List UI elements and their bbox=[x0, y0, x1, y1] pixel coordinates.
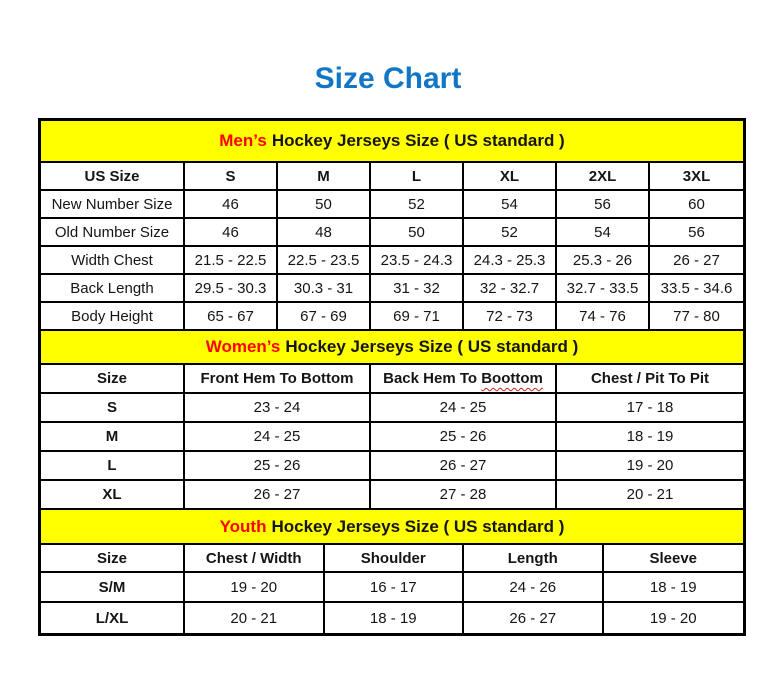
value-cell: 52 bbox=[464, 219, 557, 247]
value-cell: 20 - 21 bbox=[557, 481, 743, 510]
value-cell: 54 bbox=[557, 219, 650, 247]
mens-header-cell: L bbox=[371, 163, 464, 191]
value-cell: 50 bbox=[278, 191, 371, 219]
value-cell: 18 - 19 bbox=[325, 603, 465, 633]
value-cell: 18 - 19 bbox=[557, 423, 743, 452]
row-label: Width Chest bbox=[41, 247, 185, 275]
value-cell: 65 - 67 bbox=[185, 303, 278, 331]
mens-header-cell: US Size bbox=[41, 163, 185, 191]
value-cell: 19 - 20 bbox=[649, 609, 697, 627]
mens-header-cell: 3XL bbox=[650, 163, 743, 191]
womens-header-cell: Chest / Pit To Pit bbox=[557, 365, 743, 394]
row-label: Body Height bbox=[41, 303, 185, 331]
row-label: XL bbox=[41, 481, 185, 510]
value-cell: 23 - 24 bbox=[185, 394, 371, 423]
youth-header-cell: Length bbox=[464, 545, 604, 573]
value-cell: 74 - 76 bbox=[557, 303, 650, 331]
value-cell: 46 bbox=[185, 191, 278, 219]
youth-banner bbox=[41, 510, 743, 545]
value-cell: 18 - 19 bbox=[604, 573, 744, 603]
row-label: L bbox=[41, 452, 185, 481]
value-cell: 26 - 27 bbox=[650, 247, 743, 275]
value-cell: 29.5 - 30.3 bbox=[185, 275, 278, 303]
womens-banner bbox=[41, 331, 743, 365]
value-cell: 69 - 71 bbox=[371, 303, 464, 331]
youth-banner-highlight: Youth bbox=[219, 516, 267, 536]
womens-banner-text: Hockey Jerseys Size ( US standard ) bbox=[285, 337, 579, 356]
row-label: Back Length bbox=[41, 275, 185, 303]
value-cell: 56 bbox=[650, 219, 743, 247]
value-cell: 72 - 73 bbox=[464, 303, 557, 331]
youth-header-cell: Sleeve bbox=[604, 545, 744, 573]
youth-header-cell: Size bbox=[41, 545, 185, 573]
value-cell: 26 - 27 bbox=[371, 452, 557, 481]
value-cell: 56 bbox=[557, 191, 650, 219]
youth-banner-text: Hockey Jerseys Size ( US standard ) bbox=[271, 516, 565, 536]
mens-banner-highlight: Men’s bbox=[219, 131, 267, 150]
value-cell: 25 - 26 bbox=[371, 423, 557, 452]
value-cell: 52 bbox=[371, 191, 464, 219]
mens-section bbox=[41, 121, 743, 331]
row-label: New Number Size bbox=[41, 191, 185, 219]
value-cell: 24.3 - 25.3 bbox=[464, 247, 557, 275]
youth-header-cell: Shoulder bbox=[325, 545, 465, 573]
value-cell: 27 - 28 bbox=[371, 481, 557, 510]
value-cell: 67 - 69 bbox=[278, 303, 371, 331]
value-cell: 25 - 26 bbox=[185, 452, 371, 481]
value-cell: 24 - 25 bbox=[185, 423, 371, 452]
value-cell: 19 - 20 bbox=[557, 452, 743, 481]
value-cell: 31 - 32 bbox=[371, 275, 464, 303]
womens-banner-highlight: Women’s bbox=[205, 337, 281, 356]
page-title: Size Chart bbox=[314, 62, 462, 95]
value-cell: 46 bbox=[185, 219, 278, 247]
row-label: L/XL bbox=[41, 603, 185, 633]
youth-header-cell: Chest / Width bbox=[185, 545, 325, 573]
value-cell: 77 - 80 bbox=[650, 303, 743, 331]
value-cell: 16 - 17 bbox=[325, 573, 465, 603]
row-label: Old Number Size bbox=[41, 219, 185, 247]
womens-header-cell: Front Hem To Bottom bbox=[185, 365, 371, 394]
value-cell: 21.5 - 22.5 bbox=[185, 247, 278, 275]
mens-header-cell: M bbox=[278, 163, 371, 191]
womens-section bbox=[41, 331, 743, 510]
value-cell: 33.5 - 34.6 bbox=[650, 275, 743, 303]
mens-header-cell: S bbox=[185, 163, 278, 191]
row-label: M bbox=[41, 423, 185, 452]
value-cell: 54 bbox=[464, 191, 557, 219]
row-label: S/M bbox=[41, 573, 185, 603]
womens-header-cell bbox=[371, 365, 557, 394]
value-cell: 22.5 - 23.5 bbox=[278, 247, 371, 275]
value-cell: 32 - 32.7 bbox=[464, 275, 557, 303]
back-hem-misspelled-word: Boottom bbox=[481, 370, 543, 387]
mens-header-cell: 2XL bbox=[557, 163, 650, 191]
row-label: S bbox=[41, 394, 185, 423]
value-cell: 24 - 25 bbox=[371, 394, 557, 423]
youth-grid bbox=[41, 545, 743, 633]
womens-grid bbox=[41, 365, 743, 510]
value-cell: 20 - 21 bbox=[185, 603, 325, 633]
mens-grid bbox=[41, 163, 743, 331]
value-cell: 50 bbox=[371, 219, 464, 247]
value-cell: 17 - 18 bbox=[557, 394, 743, 423]
value-cell: 48 bbox=[278, 219, 371, 247]
value-cell: 26 - 27 bbox=[185, 481, 371, 510]
value-cell: 60 bbox=[650, 191, 743, 219]
value-cell: 23.5 - 24.3 bbox=[371, 247, 464, 275]
mens-banner-text: Hockey Jerseys Size ( US standard ) bbox=[271, 131, 565, 150]
size-chart-table bbox=[38, 118, 746, 636]
womens-header-cell: Size bbox=[41, 365, 185, 394]
mens-header-cell: XL bbox=[464, 163, 557, 191]
value-cell: 30.3 - 31 bbox=[278, 275, 371, 303]
value-cell: 24 - 26 bbox=[464, 573, 604, 603]
value-cell: 19 - 20 bbox=[185, 573, 325, 603]
value-cell: 26 - 27 bbox=[464, 603, 604, 633]
value-cell: 25.3 - 26 bbox=[557, 247, 650, 275]
mens-banner bbox=[41, 121, 743, 163]
value-cell: 32.7 - 33.5 bbox=[557, 275, 650, 303]
youth-section bbox=[41, 510, 743, 633]
back-hem-prefix: Back Hem To bbox=[383, 370, 478, 387]
